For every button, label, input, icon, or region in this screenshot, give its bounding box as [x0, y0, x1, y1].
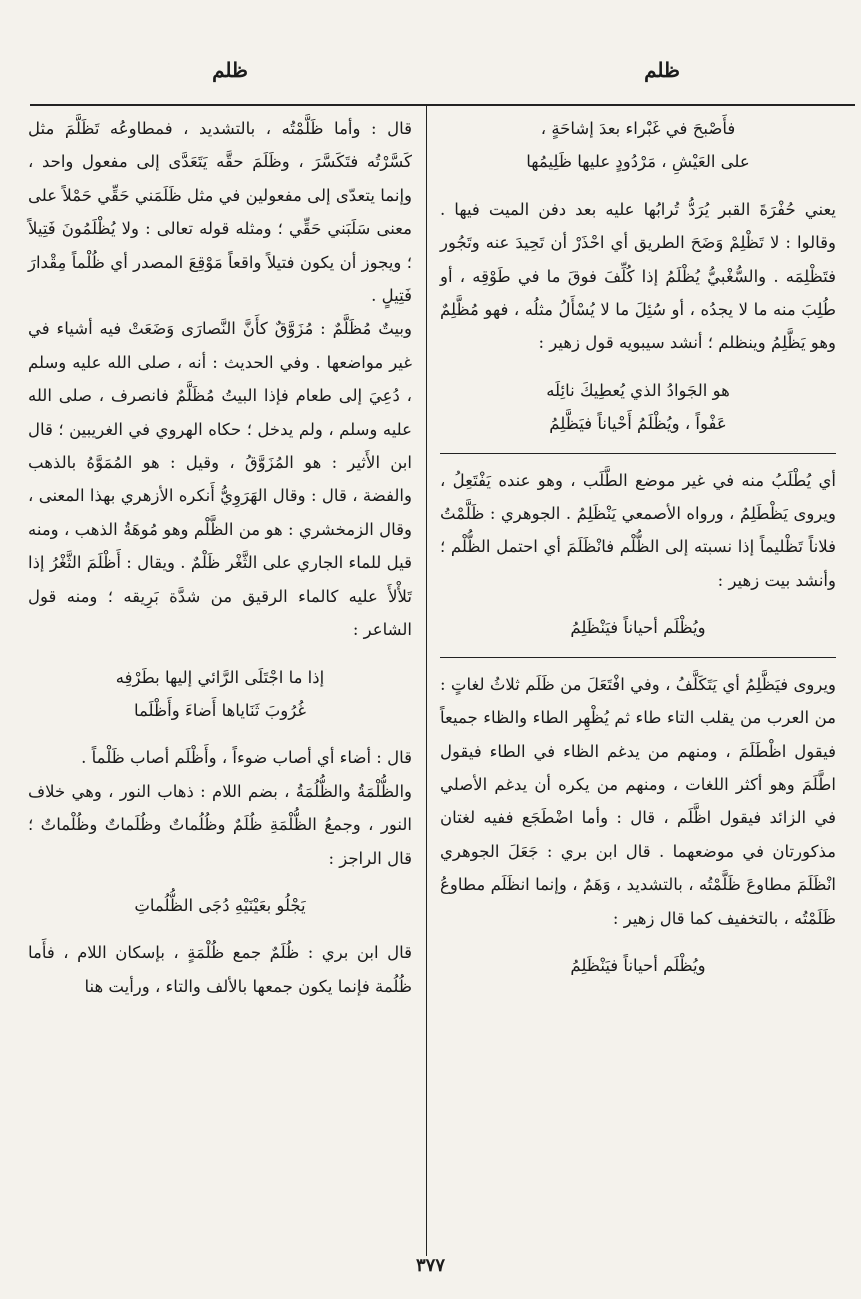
spacer — [440, 179, 836, 193]
spacer — [28, 647, 412, 661]
paragraph: قال ابن بري : ظُلَمٌ جمع ظُلْمَةٍ ، بإسكان اللام ، فأَما ظُلُمة فإنما يكون جمعها بالألف والتاء ، ورأيت هنا — [28, 943, 412, 996]
paragraph: أي يُطْلَبُ منه في غير موضع الطَّلَب ، وهو عنده يَفْتَعِلُ ، ويروى يَظْطَلِمُ ، ورواه الأصمعي يَنْظَلِمُ . الجوهري : ظَلَّمْتُ فلاناً تَظْليماً إذا نسبته إلى الظُّلْم فانْظَلَمَ أي احتمل الظُّلْم ؛ وأنشد بيت زهير : — [440, 470, 836, 590]
section-rule — [440, 453, 836, 454]
verse-line: ويُظْلَم أحياناً فيَنْظَلِمُ — [570, 955, 706, 975]
spacer — [440, 935, 836, 949]
paragraph: يعني حُفْرَةَ القبر يُرَدُّ تُرابُها عليه بعد دفن الميت فيها . وقالوا : لا تَظْلِمْ وَضَحَ الطريق أي احْذَرْ أن تَحِيدَ عنه وتَجُور فتَظْلِمَه . والسُّغْبيُّ يُظْلَمُ إذا كُلِّفَ فوقَ ما في طَوْقِه ، أو طُلِبَ منه ما لا يجدُه ، أو سُئِلَ ما لا يُسْأَلُ مثلُه ، فهو مُظَّلِمٌ وهو يَظَّلِمُ وينظلم ؛ أنشد سيبويه قول زهير : — [440, 199, 836, 353]
verse-line: فأَصْبحَ في غَبْراء بعدَ إشاحَةٍ ، — [540, 119, 736, 138]
verse-line: يَجْلُو بعَيْنَيْهِ دُجَى الظُّلُماتِ — [134, 895, 306, 915]
running-head-left: ظلم — [212, 58, 248, 82]
running-head-right: ظلم — [644, 58, 680, 82]
paragraph: ويروى فيَظَّلِمُ أي يَتَكَلَّفُ ، وفي افْتَعَلَ من ظَلَم ثلاثُ لغاتٍ : من العرب من يقلب التاء طاء ثم يُظْهِر الطاء والظاء جميعاً فيقول اظْطَلَمَ ، ومنهم من يدغم الظاء في الطاء فيقول اطَّلَمَ وهو أكثر اللغات ، ومنهم من يكره أن يدغم الأصلي في الزائد فيقول اظَّلَم ، قال : وأما اضْطَجَع ففيه لغتان مذكورتان في موضعهما . قال ابن بري : جَعَلَ الجوهري انْظَلَمَ مطاوعَ ظَلَّمْتُه ، بالتشديد ، وَهَمٌ ، وإنما انظَلَم مطاوعُ ظَلَمْتُه ، بالتخفيف كما قال زهير : — [440, 674, 836, 928]
spacer — [28, 727, 412, 741]
page-number: ٣٧٧ — [415, 1255, 445, 1276]
section-rule — [440, 657, 836, 658]
verse-line: عَفْواً ، ويُظْلَمُ أَحْياناً فيَظَّلِمُ — [549, 414, 727, 434]
spacer — [440, 597, 836, 611]
paragraph: قال : وأما ظَلَّمْتُه ، بالتشديد ، فمطاوعُه تَظَلَّمَ مثل كَسَّرْتُه فتَكَسَّرَ ، وظَلَمَ حقَّه يَتَعَدَّى إلى مفعول واحد ، وإنما يتعدّى إلى مفعولين في مثل ظَلَمَني حَقِّي حَمْلاً على معنى سَلَبَني حَقِّي ؛ ومثله قوله تعالى : ولا يُظْلَمُونَ فَتِيلاً ؛ ويجوز أن يكون فتيلاً واقعاً مَوْقِعَ المصدر أي ظُلْماً مِقْدارَ فَتِيلٍ . — [28, 119, 412, 306]
paragraph: والظُّلْمَةُ والظُّلُمَةُ ، بضم اللام : ذهاب النور ، وهي خلاف النور ، وجمعُ الظُّلْمَةِ ظُلَمٌ وظُلُماتٌ وظُلَماتٌ وظُلْماتٌ ؛ قال الراجز : — [28, 781, 412, 868]
verse-line: على العَيْشِ ، مَرْدُودٍ عليها ظَلِيمُها — [526, 152, 750, 172]
verse-line: هو الجَوادُ الذي يُعطِيكَ نائِلَه — [546, 380, 730, 400]
verse-line: إذا ما اجْتَلَى الرَّائي إليها بطَرْفِه — [115, 667, 325, 687]
spacer — [28, 875, 412, 889]
paragraph: قال : أضاء أي أصاب ضوءاً ، وأَظْلَم أصاب ظَلْماً . — [81, 748, 412, 768]
verse-line: ويُظْلَم أحياناً فيَنْظَلِمُ — [570, 618, 706, 638]
header-rule — [30, 104, 855, 106]
right-column — [440, 112, 836, 982]
spacer — [440, 360, 836, 374]
left-column — [28, 112, 412, 1003]
column-divider — [426, 106, 427, 1256]
paragraph: وبيتٌ مُظَلَّمٌ : مُزَوَّقٌ كأَنَّ النَّصارَى وَضَعَتْ فيه أشياء في غير مواضعها . وفي الحديث : أنه ، صلى الله عليه وسلم ، دُعِيَ إلى طعام فإذا البيتُ مُظَلَّمٌ فانصرف ، صلى الله عليه وسلم ، ولم يدخل ؛ حكاه الهروي في الغريبين ؛ قال ابن الأَثير : هو المُزَوَّقُ ، وقيل : هو المُمَوَّهُ بالذهب والفضة ، قال : وقال الهَرَوِيُّ أَنكره الأزهري بهذا المعنى ، وقال الزمخشري : هو من الظَّلْم وهو مُوهَةُ الذهب ، ومنه قيل للماء الجاري على الثَّغْر ظَلْمٌ . ويقال : أَظْلَمَ الثَّغْرُ إذا تَلأْلأَ عليه كالماء الرقيق من شدَّة بَرِيقه ؛ ومنه قول الشاعر : — [28, 319, 412, 640]
spacer — [28, 922, 412, 936]
verse-line: غُرُوبَ ثَنَاياها أَضاءَ وأَظْلَما — [133, 700, 306, 720]
